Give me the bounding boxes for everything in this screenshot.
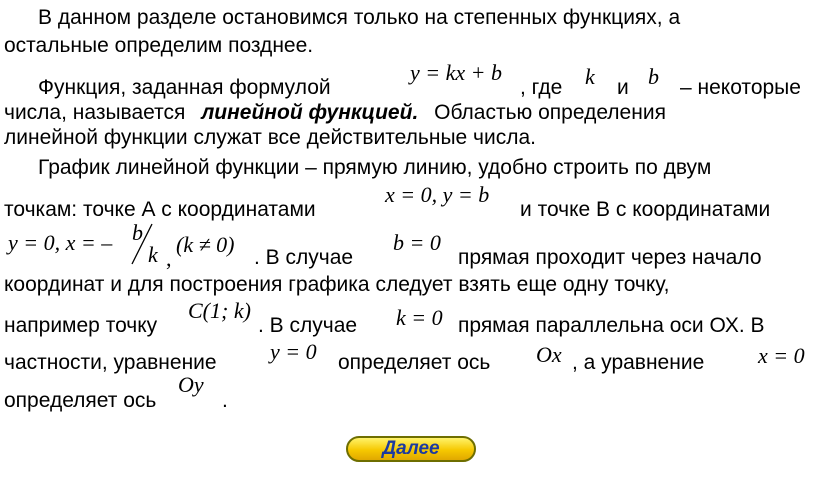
next-button[interactable] [346,436,476,462]
text-span: числа, называется [4,101,186,124]
text-line: , где [520,76,563,99]
fraction-denominator: k [148,242,158,267]
text-line: . [222,389,228,412]
text-line: В данном разделе остановимся только на степенных функциях, а [38,6,681,29]
point-a-coords: x = 0, y = b [385,182,490,207]
text-line: остальные определим позднее. [4,34,314,57]
fraction-numerator: b [132,220,143,245]
term-linear-function: линейной функцией. [201,101,419,124]
axis-ox: Ox [536,342,562,367]
text-line: линейной функции служат все действительные числа. [4,126,536,149]
text-line: Функция, заданная формулой [38,76,331,99]
text-line: , а уравнение [572,351,705,374]
text-line: – некоторые [680,76,801,99]
formula-x-zero: x = 0 [758,343,805,368]
text-line: прямая параллельна оси ОХ. В [458,314,765,337]
text-line: определяет ось [4,389,157,412]
formula-y-zero: y = 0 [270,339,317,364]
point-b-coords: y = 0, x = – [8,230,113,255]
text-line: и точке В с координатами [520,198,771,221]
var-b: b [648,64,659,89]
var-k: k [585,64,595,89]
formula-linear: y = kx + b [410,60,502,85]
text-line [4,101,666,125]
text-line: определяет ось [338,351,491,374]
formula-b-zero: b = 0 [393,230,441,255]
comma: , [166,246,172,271]
text-line: координат и для построения графика следует взять еще одну точку, [4,273,670,296]
condition-k-nonzero: (k ≠ 0) [176,232,235,257]
point-c-coords: C(1; k) [188,298,251,323]
text-line: частности, уравнение [4,351,217,374]
text-line: . В случае [258,314,358,337]
next-button-label: Далее [382,438,440,459]
text-span: Областью определения [434,101,666,124]
text-line: . В случае [254,246,354,269]
axis-oy: Oy [178,372,204,397]
text-line: например точку [4,314,158,337]
text-line: График линейной функции – прямую линию, удобно строить по двум [38,156,712,179]
text-line: прямая проходит через начало [458,246,762,269]
formula-k-zero: k = 0 [396,305,443,330]
text-line: и [617,76,629,99]
text-line: точкам: точке А с координатами [4,198,316,221]
